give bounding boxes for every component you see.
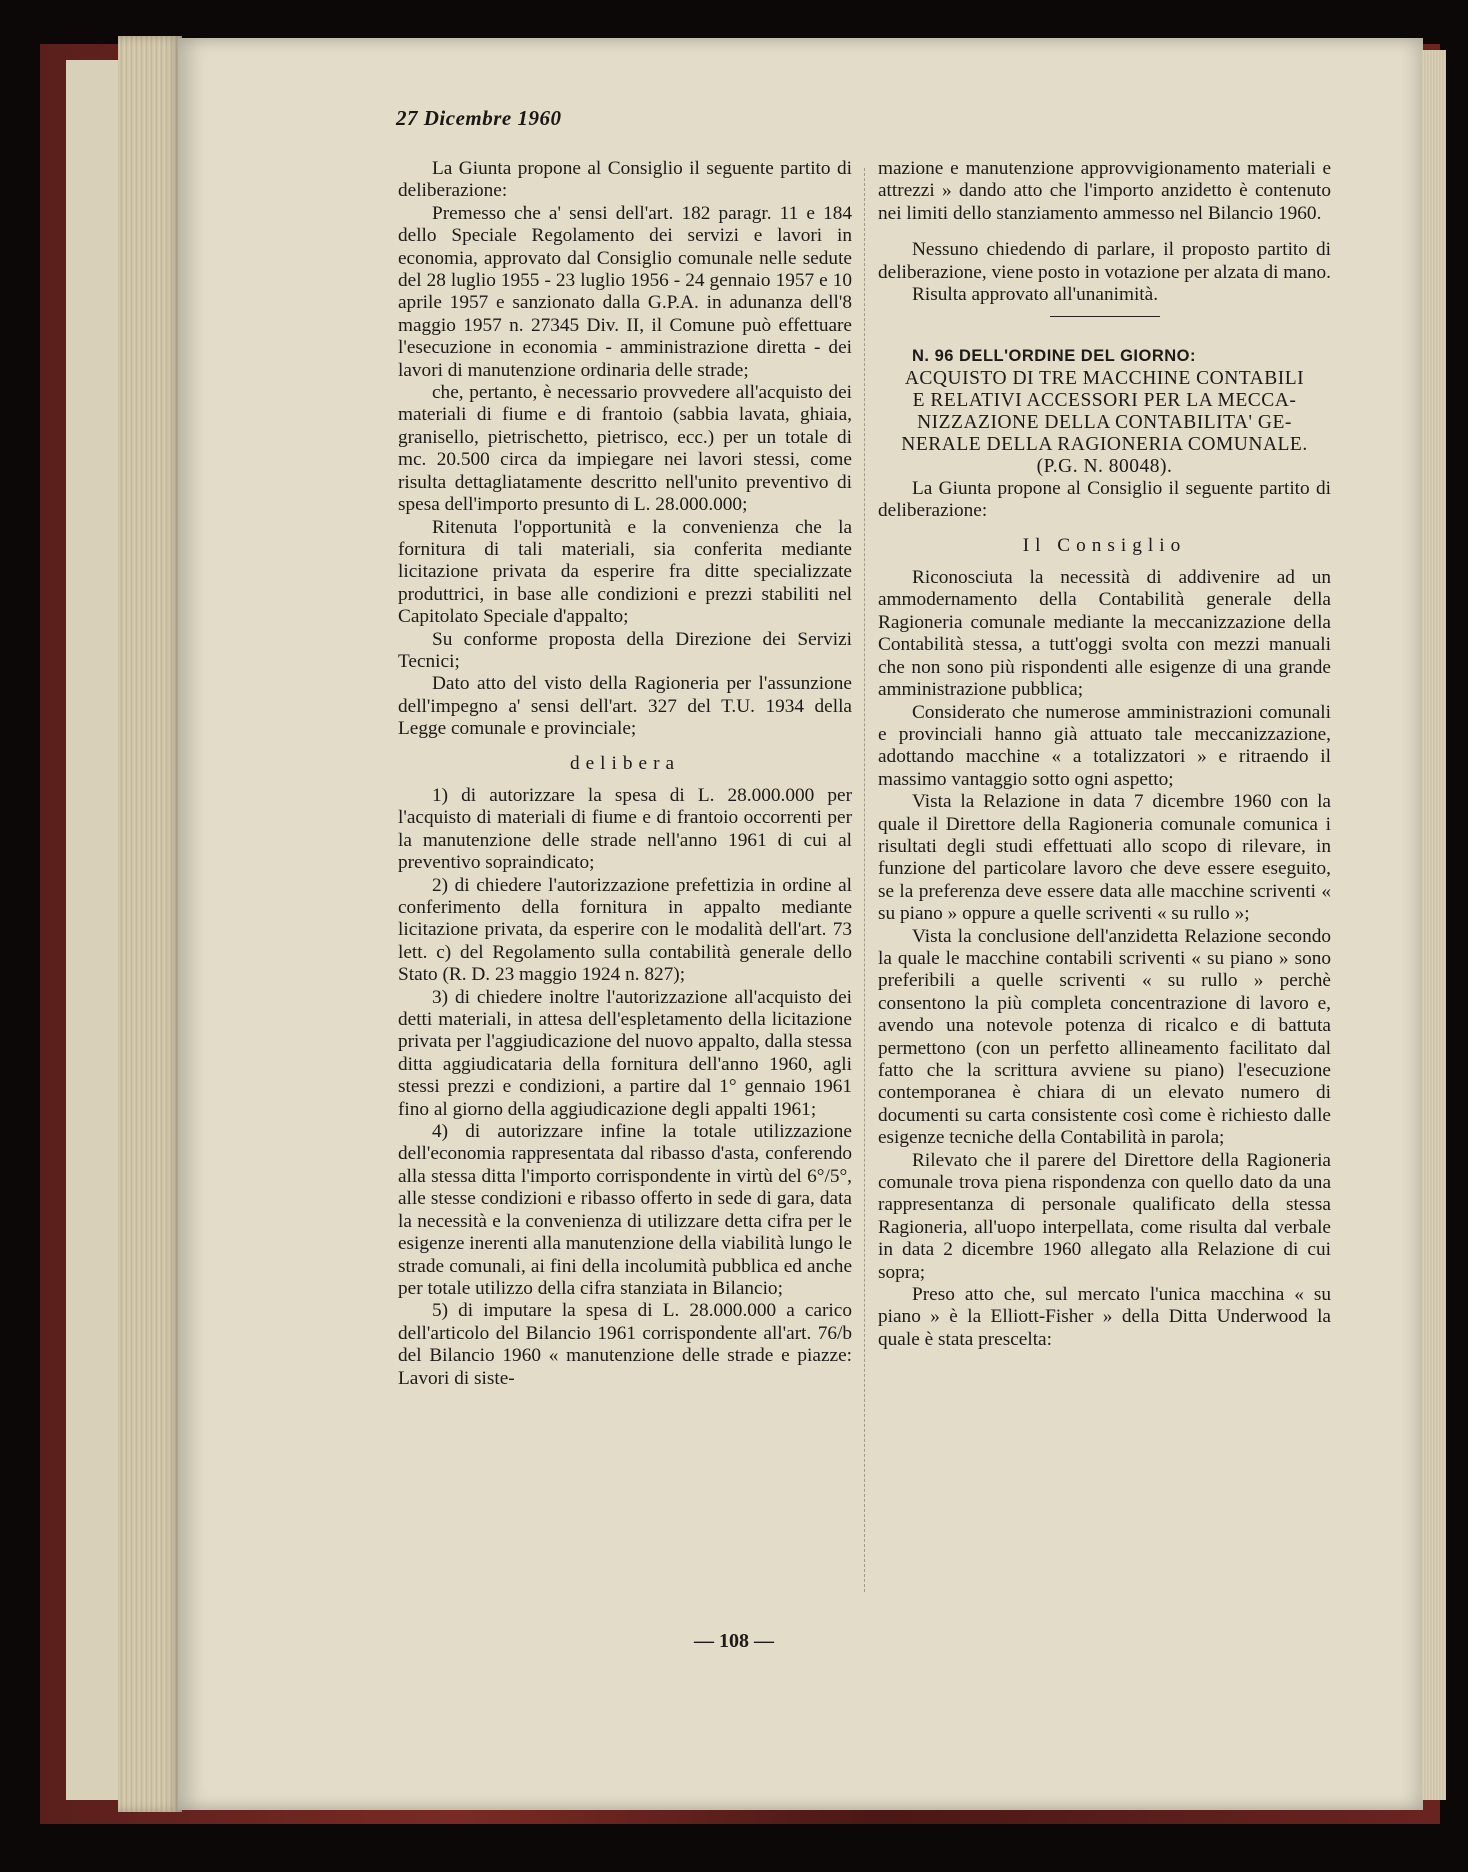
resolution-item: 3) di chiedere inoltre l'autorizzazione all'acquisto dei detti materiali, in attesa dell'espletamento della licitazione privata per l'aggiudicazione del nuovo appalto, dalla stessa ditta aggiudicataria della fornitura dell'anno 1960, agli stessi prezzi e condizioni, a partire dal 1° gennaio 1961 fino al giorno della aggiudicazione degli appalti 1961;: [398, 986, 852, 1120]
agenda-item-heading: N. 96 DELL'ORDINE DEL GIORNO:: [912, 347, 1196, 366]
paragraph: Riconosciuta la necessità di addivenire ad un ammodernamento della Contabilità generale della Ragioneria comunale mediante la meccanizzazione della Contabilità stessa, a tutt'oggi svolta con mezzi manuali che non sono più rispondenti alle esigenze di una grande amministrazione pubblica;: [878, 567, 1331, 701]
title-line: ACQUISTO DI TRE MACCHINE CONTABILI: [904, 367, 1305, 389]
paragraph: La Giunta propone al Consiglio il seguente partito di deliberazione:: [398, 158, 852, 202]
paragraph: Vista la Relazione in data 7 dicembre 1960 con la quale il Direttore della Ragioneria comunale comunica i risultati degli studi effettuati allo scopo di rilevare, in funzione del particolare lavoro che deve essere eseguito, se la preferenza deve essere data alle macchine scriventi « su piano » oppure a quelle scriventi « su rullo »;: [878, 791, 1331, 925]
agenda-item-title: [878, 368, 1331, 478]
resolution-item: 5) di imputare la spesa di L. 28.000.000 a carico dell'articolo del Bilancio 1961 corrispondente all'art. 76/b del Bilancio 1960 « manutenzione delle strade e piazze: Lavori di siste-: [398, 1300, 852, 1389]
title-line: E RELATIVI ACCESSORI PER LA MECCA-: [912, 389, 1297, 411]
column-divider: [864, 168, 866, 1592]
paragraph: Vista la conclusione dell'anzidetta Relazione secondo la quale le macchine contabili scriventi « su piano » sono preferibili a quelle scriventi « su rullo » perchè consentono la più completa concentrazione di lavoro e, avendo una notevole potenza di ricalco e di battuta permettono (con un perfetto allineamento facilitato dal fatto che la scrittura avviene su piano) l'esecuzione contemporanea è chiara di un elevato numero di documenti su carta consistente così come è richiesto dalle esigenze tecniche della Contabilità in parola;: [878, 925, 1331, 1149]
page-number: — 108 —: [694, 1630, 774, 1652]
paragraph: Ritenuta l'opportunità e la convenienza che la fornitura di tali materiali, sia conferita mediante licitazione privata da esperire fra ditte specializzate produttrici, in base alle condizioni e prezzi stabiliti nel Capitolato Speciale d'appalto;: [398, 516, 852, 628]
paragraph: Premesso che a' sensi dell'art. 182 paragr. 11 e 184 dello Speciale Regolamento dei servizi e lavori in economia, approvato dal Consiglio comunale nelle sedute del 28 luglio 1955 - 23 luglio 1956 - 24 gennaio 1957 e 10 aprile 1957 e sanzionato dalla G.P.A. in adunanza dell'8 maggio 1957 n. 27345 Div. II, il Comune può effettuare l'esecuzione in economia - amministrazione diretta - dei lavori di manutenzione ordinaria delle strade;: [398, 202, 852, 381]
vote-paragraph: Nessuno chiedendo di parlare, il proposto partito di deliberazione, viene posto in votazione per alzata di mano.: [878, 239, 1331, 283]
running-header-date: 27 Dicembre 1960: [396, 106, 562, 130]
paragraph: Considerato che numerose amministrazioni comunali e provinciali hanno già attuato tale meccanizzazione, adottando macchine « a totalizzatori » e ritraendo il massimo vantaggio sotto ogni aspetto;: [878, 701, 1331, 790]
resolution-item: 2) di chiedere l'autorizzazione prefettizia in ordine al conferimento della fornitura in appalto mediante licitazione privata, da esperire con le modalità dell'art. 73 lett. c) del Regolamento sulla contabilità generale dello Stato (R. D. 23 maggio 1924 n. 827);: [398, 874, 852, 986]
page-stack-edges: [118, 36, 182, 1812]
title-line: (P.G. N. 80048).: [1036, 455, 1173, 477]
continuation-paragraph: mazione e manutenzione approvvigionamento materiali e attrezzi » dando atto che l'importo anzidetto è contenuto nei limiti dello stanziamento ammesso nel Bilancio 1960.: [878, 158, 1331, 224]
title-line: NERALE DELLA RAGIONERIA COMUNALE.: [901, 433, 1308, 455]
intro-paragraph: La Giunta propone al Consiglio il seguente partito di deliberazione:: [878, 477, 1331, 522]
resolution-item: 1) di autorizzare la spesa di L. 28.000.000 per l'acquisto di materiali di fiume e di frantoio occorrenti per la manutenzione delle strade nell'anno 1961 di cui al preventivo sopraindicato;: [398, 784, 852, 874]
paragraph: Preso atto che, sul mercato l'unica macchina « su piano » è la Elliott-Fisher » della Ditta Underwood la quale è stata prescelta:: [878, 1284, 1331, 1350]
title-line: NIZZAZIONE DELLA CONTABILITA' GE-: [917, 411, 1292, 433]
paragraph: Su conforme proposta della Direzione dei Servizi Tecnici;: [398, 628, 852, 672]
result-line: Risulta approvato all'unanimità.: [912, 284, 1159, 306]
paragraph: Rilevato che il parere del Direttore della Ragioneria comunale trova piena rispondenza con quello dato da una rappresentanza di personale qualificato della stessa Ragioneria, all'uopo interpellata, come risulta dal verbale in data 2 dicembre 1960 allegato alla Relazione di cui sopra;: [878, 1149, 1331, 1283]
left-column: [398, 158, 852, 1390]
section-rule: [1050, 316, 1160, 317]
consiglio-heading: Il Consiglio: [1022, 534, 1187, 556]
paragraph: che, pertanto, è necessario provvedere all'acquisto dei materiali di fiume e di frantoio (sabbia lavata, ghiaia, granisello, pietrischetto, pietrisco, ecc.) per un totale di mc. 20.500 circa da impiegare nei lavori stessi, come risulta dettagliatamente descritto nell'unito preventivo di spesa dell'importo presunto di L. 28.000.000;: [398, 382, 852, 516]
page-margin-strip: [66, 60, 120, 1800]
right-page-edges: [1422, 50, 1446, 1800]
paragraph: Dato atto del visto della Ragioneria per l'assunzione dell'impegno a' sensi dell'art. 327 del T.U. 1934 della Legge comunale e provinciale;: [398, 673, 852, 740]
delibera-heading: delibera: [569, 752, 681, 774]
resolution-item: 4) di autorizzare infine la totale utilizzazione dell'economia rappresentata dal ribasso d'asta, conferendo alla stessa ditta l'importo corrispondente in virtù del 6°/5°, alle stesse condizioni e ribasso offerto in sede di gara, data la necessità e la convenienza di utilizzare detta cifra per le esigenze inerenti alla manutenzione della viabilità lungo le strade comunali, ai fini della incolumità pubblica ed anche per totale utilizzo della cifra stanziata in Bilancio;: [398, 1121, 852, 1299]
right-column: [878, 158, 1331, 1351]
